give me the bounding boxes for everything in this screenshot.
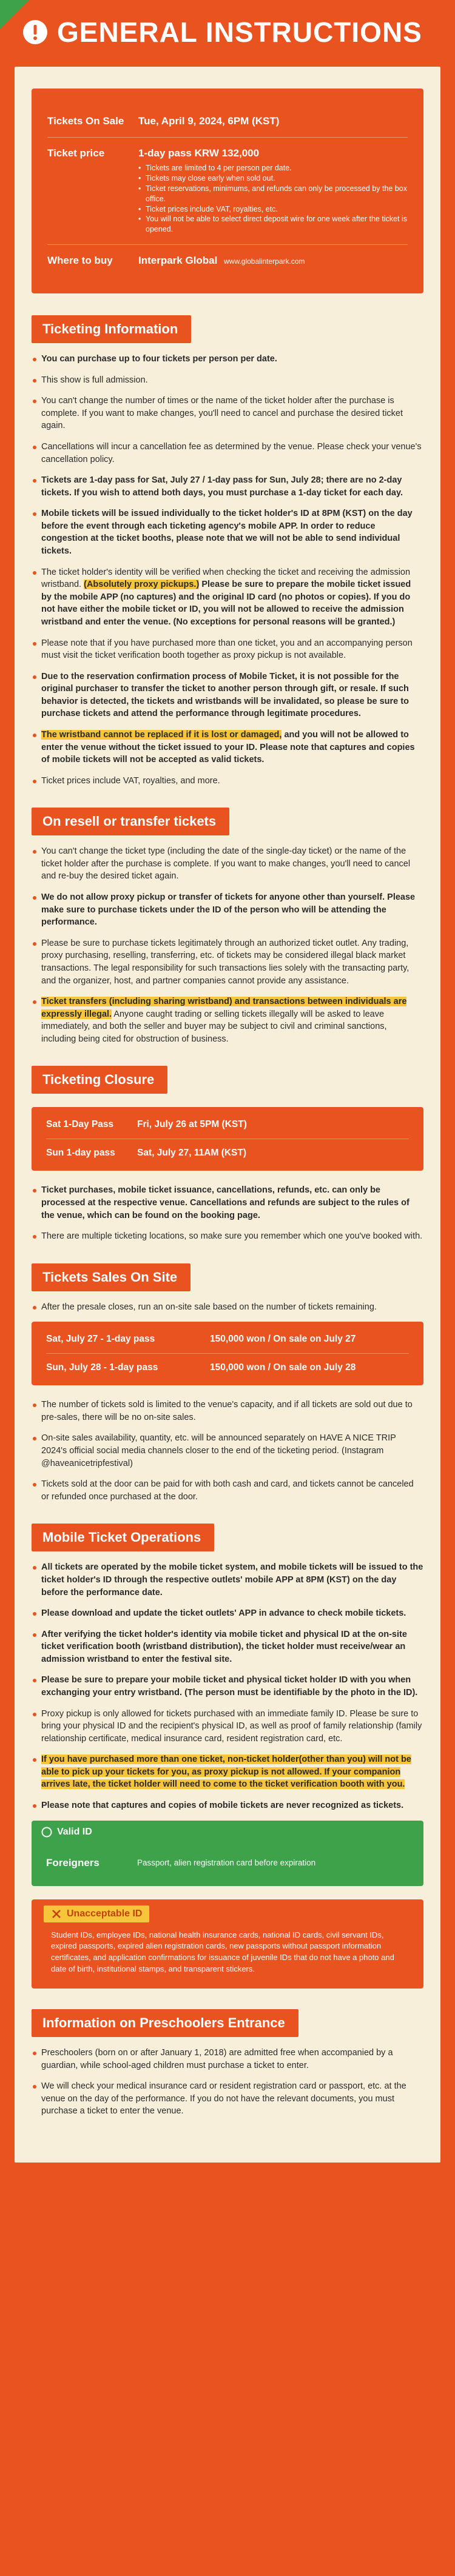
price-note: • Tickets may close early when sold out. — [138, 173, 408, 184]
highlight: The wristband cannot be replaced if it is lost or damaged, — [41, 730, 282, 740]
list-item: Please be sure to purchase tickets legitimately through an authorized ticket outlet. Any trading, proxy purchasing, reselling, transferring, etc. of tickets may be considered illegal black market transactions. The legal responsibility for such transactions lies solely with the transacting party, and the organizer, host, and partner companies cannot provide any assistance. — [32, 937, 423, 987]
list-item: The number of tickets sold is limited to the venue's capacity, and if all tickets are sold out due to pre-sales, there will be no on-site sales. — [32, 1399, 423, 1423]
x-icon — [51, 1909, 62, 1919]
list-item: Ticket transfers (including sharing wristband) and transactions between individuals are expressly illegal. Anyone caught trading or selling tickets illegally will be asked to leave immediately, and both the seller and buyer may be subject to civil and criminal sanctions, including being cited for obstruction of business. — [32, 995, 423, 1045]
list-item: You can't change the ticket type (including the date of the single-day ticket) or the name of the ticket holder after the purchase is complete. If you want to make changes, you'll need to cancel and re-buy the desired ticket again. — [32, 845, 423, 883]
list-item: Ticket purchases, mobile ticket issuance, cancellations, refunds, etc. can only be processed at the respective venue. Cancellations and refunds are subject to the rules of the venue, which can be found on the booking page. — [32, 1184, 423, 1222]
list-item: Please note that captures and copies of mobile tickets are never recognized as tickets. — [32, 1799, 423, 1812]
info-row-where — [47, 245, 408, 276]
section-title: Ticketing Closure — [32, 1066, 167, 1094]
list-item: After the presale closes, run an on-site sale based on the number of tickets remaining. — [32, 1301, 423, 1314]
highlight: (Absolutely proxy pickups.) — [84, 580, 200, 590]
valid-id-label: Foreigners — [46, 1856, 99, 1868]
section-title: Mobile Ticket Operations — [32, 1524, 214, 1551]
preschool-list — [32, 2047, 423, 2118]
highlight: If you have purchased more than one ticket, non-ticket holder(other than you) will not be able to pick up your tickets for you, as proxy pickup is not allowed. If your companion arrives late, the ticket holder will need to come to the ticket verification booth with you. — [41, 1755, 411, 1790]
section-onsite — [32, 1263, 423, 1504]
valid-id-value: Passport, alien registration card before expiration — [137, 1858, 316, 1868]
list-item: You can purchase up to four tickets per person per date. — [32, 353, 423, 366]
list-item: Ticket prices include VAT, royalties, and more. — [32, 775, 423, 788]
row-label: Sun, July 28 - 1-day pass — [46, 1362, 158, 1373]
invalid-id-box — [32, 1899, 423, 1989]
section-ticketing — [32, 315, 423, 787]
onsite-table — [32, 1322, 423, 1385]
section-title: On resell or transfer tickets — [32, 808, 229, 835]
vendor-url[interactable]: www.globalinterpark.com — [224, 257, 305, 266]
onsite-intro — [32, 1301, 423, 1314]
section-closure — [32, 1066, 423, 1242]
list-item: Cancellations will incur a cancellation fee as determined by the venue. Please check your venue's cancellation policy. — [32, 441, 423, 466]
row-value: 150,000 won / On sale on July 27 — [210, 1334, 356, 1345]
closure-list — [32, 1184, 423, 1242]
valid-id-box — [32, 1821, 423, 1886]
table-row — [46, 1354, 409, 1382]
price-note: • You will not be able to select direct deposit wire for one week after the ticket is opened. — [138, 214, 408, 235]
list-item: On-site sales availability, quantity, etc. will be announced separately on HAVE A NICE TRIP 2024's official social media channels closer to the end of the ticketing period. (Instagram @haveanicetripfestival) — [32, 1432, 423, 1470]
list-item: The ticket holder's identity will be verified when checking the ticket and receiving the admission wristband. (Absolutely proxy pickups.) Please be sure to prepare the mobile ticket issued by the mobile APP (no captures) and the original ID card (no photos or copies). If you do not have either the mobile ticket or ID, you will not be allowed to receive the admission wristband and enter the venue. (No exceptions for personal reasons will be granted.) — [32, 566, 423, 629]
list-item: You can't change the number of times or the name of the ticket holder after the purchase is complete. If you want to make changes, you'll need to cancel and purchase the desired ticket again. — [32, 395, 423, 432]
price-note: • Ticket reservations, minimums, and refunds can only be processed by the box office. — [138, 184, 408, 204]
ticketing-list — [32, 353, 423, 787]
row-value: Fri, July 26 at 5PM (KST) — [137, 1119, 247, 1130]
list-item: Tickets sold at the door can be paid for with both cash and card, and tickets cannot be canceled or refunded once purchased at the door. — [32, 1478, 423, 1503]
info-value: Tue, April 9, 2024, 6PM (KST) — [138, 115, 280, 127]
check-circle-icon — [41, 1827, 52, 1838]
row-label: Sat, July 27 - 1-day pass — [46, 1334, 155, 1345]
section-title: Ticketing Information — [32, 315, 191, 343]
onsite-list — [32, 1399, 423, 1503]
info-row-price — [47, 138, 408, 245]
instructions-sheet — [15, 67, 440, 2163]
list-item: This show is full admission. — [32, 374, 423, 387]
price-note: • Tickets are limited to 4 per person per date. — [138, 163, 408, 173]
valid-id-row — [32, 1844, 423, 1886]
list-item: Due to the reservation confirmation process of Mobile Ticket, it is not possible for the original purchaser to transfer the ticket to another person through gift, or resale. If such behavior is detected, the tickets and wristbands will be invalidated, so please be sure to purchase tickets and attend the performance through legitimate procedures. — [32, 671, 423, 720]
closure-table — [32, 1107, 423, 1171]
list-item: Mobile tickets will be issued individually to the ticket holder's ID at 8PM (KST) on the day before the event through each ticketing agency's mobile APP. In order to reduce congestion at the ticket booths, please note that we will not be able to send individual tickets. — [32, 507, 423, 557]
section-title: Information on Preschoolers Entrance — [32, 2009, 298, 2037]
invalid-id-title: Unacceptable ID — [67, 1908, 143, 1919]
list-item: Tickets are 1-day pass for Sat, July 27 / 1-day pass for Sun, July 28; there are no 2-day tickets. If you wish to attend both days, you must purchase a 1-day ticket for each day. — [32, 474, 423, 499]
vendor-name: Interpark Global — [138, 255, 218, 267]
row-value: Sat, July 27, 11AM (KST) — [137, 1148, 247, 1159]
list-item — [32, 1753, 423, 1791]
valid-id-header — [32, 1821, 423, 1844]
list-item: There are multiple ticketing locations, so make sure you remember which one you've booked with. — [32, 1230, 423, 1243]
table-row — [46, 1139, 409, 1167]
info-label: Ticket price — [47, 147, 105, 159]
list-item: After verifying the ticket holder's identity via mobile ticket and physical ID at the on-site ticket verification booth (wristband distribution), the ticket holder must receive/wear an admission wristband to enter the festival site. — [32, 1628, 423, 1666]
resell-list — [32, 845, 423, 1045]
list-item: Preschoolers (born on or after January 1, 2018) are admitted free when accompanied by a guardian, while school-aged children must purchase a ticket to enter. — [32, 2047, 423, 2072]
info-value — [138, 147, 408, 235]
list-item: Please note that if you have purchased more than one ticket, you and an accompanying person must visit the ticket verification booth together as proxy pickup is not available. — [32, 637, 423, 662]
list-item: All tickets are operated by the mobile ticket system, and mobile tickets will be issued to the ticket holder's ID through the respective outlets' mobile APP at 8PM (KST) on the day before the performance date. — [32, 1561, 423, 1599]
list-item: Please download and update the ticket outlets' APP in advance to check mobile tickets. — [32, 1607, 423, 1620]
corner-accent — [0, 0, 29, 29]
page-title — [22, 16, 455, 49]
list-item: We do not allow proxy pickup or transfer of tickets for anyone other than yourself. Please make sure to purchase tickets under the ID of the person who will be attending the performance. — [32, 891, 423, 929]
page-title-text: GENERAL INSTRUCTIONS — [57, 16, 422, 48]
section-mobile — [32, 1524, 423, 1989]
header — [0, 0, 455, 67]
info-row-sale — [47, 105, 408, 138]
ticket-info-box — [32, 89, 423, 293]
valid-id-title: Valid ID — [57, 1826, 92, 1837]
list-item: We will check your medical insurance card or resident registration card or passport, etc. at the venue on the day of the performance. If you do not have the relevant documents, you must purchase a ticket to enter the venue. — [32, 2080, 423, 2118]
price-value: 1-day pass KRW 132,000 — [138, 147, 260, 159]
list-item: The wristband cannot be replaced if it is lost or damaged, and you will not be allowed to enter the venue without the ticket issued to your ID. Please note that captures and copies of mobile tickets will not be accepted as valid tickets. — [32, 729, 423, 766]
row-label: Sun 1-day pass — [46, 1148, 115, 1159]
row-value: 150,000 won / On sale on July 28 — [210, 1362, 356, 1373]
info-label: Tickets On Sale — [47, 115, 124, 127]
section-title: Tickets Sales On Site — [32, 1263, 190, 1291]
info-label: Where to buy — [47, 255, 113, 267]
invalid-id-header — [44, 1905, 149, 1922]
section-resell — [32, 808, 423, 1045]
table-row — [46, 1111, 409, 1139]
row-label: Sat 1-Day Pass — [46, 1119, 114, 1130]
highlight: Ticket transfers (including sharing wristband) and transactions between individuals are expressly illegal. — [41, 997, 407, 1019]
price-note: • Ticket prices include VAT, royalties, etc. — [138, 204, 408, 215]
info-value — [138, 255, 305, 267]
invalid-id-text: Student IDs, employee IDs, national health insurance cards, national ID cards, civil servant IDs, expired passports, expired alien registration cards, new passports without passport information certificates, and application confirmations for issuance of juvenile IDs that do not have a photo and date of birth, institutional stamps, and transparent stickers. — [51, 1930, 394, 1974]
list-item: Proxy pickup is only allowed for tickets purchased with an immediate family ID. Please be sure to bring your physical ID and the recipient's physical ID, as well as proof of family relationship (family relationship certificate, medical insurance card, resident registration card, etc. — [32, 1708, 423, 1745]
mobile-list — [32, 1561, 423, 1812]
table-row — [46, 1325, 409, 1354]
section-preschool — [32, 2009, 423, 2118]
list-item: Please be sure to prepare your mobile ticket and physical ticket holder ID with you when exchanging your entry wristband. (The person must be identifiable by the photo in the ID). — [32, 1674, 423, 1699]
price-notes — [138, 163, 408, 235]
